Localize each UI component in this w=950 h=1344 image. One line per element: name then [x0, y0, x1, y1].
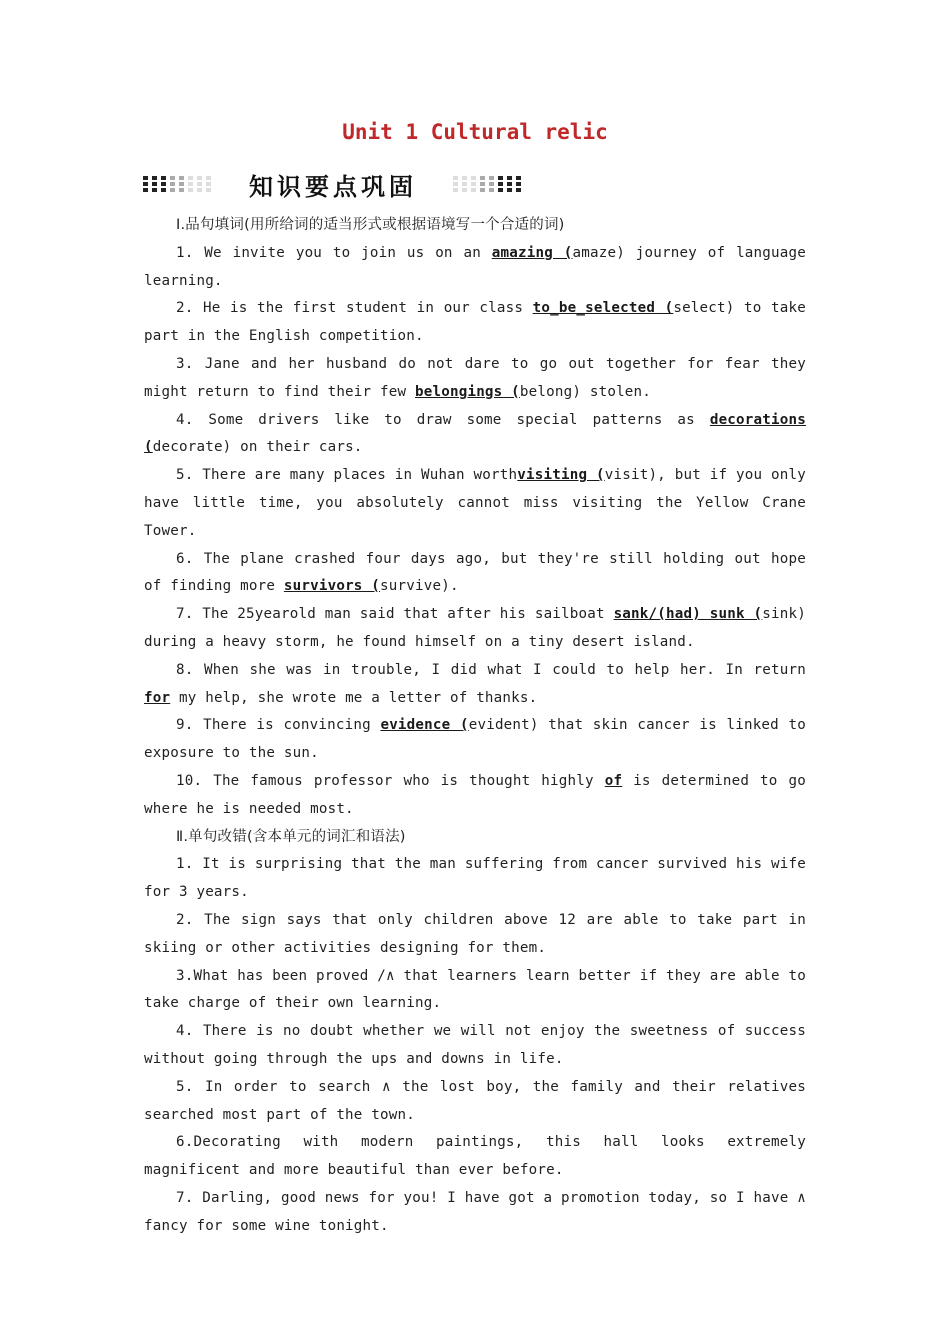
- section-1-items: [144, 240, 806, 824]
- item-text-before: 7. The 25yearold man said that after his sailboat: [176, 606, 614, 623]
- item-text-after: decorate) on their cars.: [152, 439, 363, 456]
- fill-in-item: [144, 657, 806, 713]
- correction-item: 6.Decorating with modern paintings, this hall looks extremely magnificent and more beautiful than ever before.: [144, 1134, 806, 1179]
- correction-item: 7. Darling, good news for you! I have got a promotion today, so I have ∧ fancy for some wine tonight.: [144, 1189, 806, 1234]
- correction-item: 5. In order to search ∧ the lost boy, the family and their relatives searched most part of the town.: [144, 1078, 806, 1123]
- fill-in-item: [144, 601, 806, 657]
- answer-text: of: [604, 772, 623, 789]
- section-banner: [143, 168, 523, 200]
- item-text-before: 9. There is convincing: [176, 717, 381, 734]
- correction-item: 1. It is surprising that the man suffering from cancer survived his wife for 3 years.: [144, 856, 806, 901]
- item-text-before: 6. The plane crashed four days ago, but they're still holding out hope of finding more: [144, 550, 806, 595]
- banner-dots-left: [143, 176, 213, 192]
- banner-dots-right: [453, 176, 523, 192]
- item-text-after: belong) stolen.: [519, 383, 652, 400]
- fill-in-item: [144, 240, 806, 296]
- answer-text: for: [144, 689, 171, 706]
- correction-item: 3.What has been proved /∧ that learners learn better if they are able to take charge of their own learning.: [144, 967, 806, 1012]
- item-text-before: 2. He is the first student in our class: [176, 300, 533, 317]
- item-text-after: my help, she wrote me a letter of thanks.: [170, 689, 538, 706]
- item-text-after: is determined to go where he is needed most.: [144, 772, 806, 817]
- fill-in-item: [144, 295, 806, 351]
- fill-in-item: [144, 768, 806, 824]
- correction-item: 2. The sign says that only children above 12 are able to take part in skiing or other activities designing for them.: [144, 911, 806, 956]
- section-2-heading: Ⅱ.单句改错(含本单元的词汇和语法): [176, 828, 406, 845]
- fill-in-item: [144, 407, 806, 463]
- item-text-before: 5. There are many places in Wuhan worth: [176, 467, 518, 484]
- answer-text: belongings (: [415, 383, 520, 400]
- item-text-after: survive).: [380, 578, 459, 595]
- item-text-after: select) to take part in the English competition.: [144, 300, 807, 345]
- item-text-after: sink) during a heavy storm, he found himself on a tiny desert island.: [144, 606, 806, 650]
- item-text-after: evident) that skin cancer is linked to exposure to the sun.: [144, 717, 806, 762]
- answer-text: visiting (: [517, 467, 605, 484]
- banner-title: 知识要点巩固: [249, 171, 417, 201]
- answer-text: evidence (: [380, 717, 469, 734]
- answer-text: to_be_selected (: [532, 300, 674, 317]
- correction-item: 4. There is no doubt whether we will not enjoy the sweetness of success without going through the ups and downs in life.: [144, 1023, 806, 1067]
- answer-text: decorations (: [144, 411, 806, 456]
- item-text-before: 3. Jane and her husband do not dare to go out together for fear they might return to find their few: [144, 355, 806, 400]
- fill-in-item: [144, 351, 806, 407]
- section-1-heading: Ⅰ.品句填词(用所给词的适当形式或根据语境写一个合适的词): [176, 217, 565, 233]
- page-title: Unit 1 Cultural relic: [342, 120, 608, 144]
- item-text-after: amaze) journey of language learning.: [144, 244, 806, 289]
- item-text-before: 4. Some drivers like to draw some special patterns as: [176, 411, 710, 428]
- answer-text: amazing (: [491, 244, 573, 261]
- item-text-before: 1. We invite you to join us on an: [176, 244, 492, 261]
- fill-in-item: [144, 712, 806, 768]
- fill-in-item: [144, 546, 806, 602]
- fill-in-item: [144, 462, 806, 545]
- item-text-after: visit), but if you only have little time, you absolutely cannot miss visiting the Yellow Crane Tower.: [144, 467, 806, 539]
- item-text-before: 8. When she was in trouble, I did what I could to help her. In return: [176, 661, 806, 678]
- exercise-content: [144, 212, 806, 1240]
- section-2-items: [144, 851, 806, 1240]
- item-text-before: 10. The famous professor who is thought highly: [176, 772, 605, 789]
- answer-text: sank/(had) sunk (: [613, 606, 763, 623]
- answer-text: survivors (: [283, 578, 381, 595]
